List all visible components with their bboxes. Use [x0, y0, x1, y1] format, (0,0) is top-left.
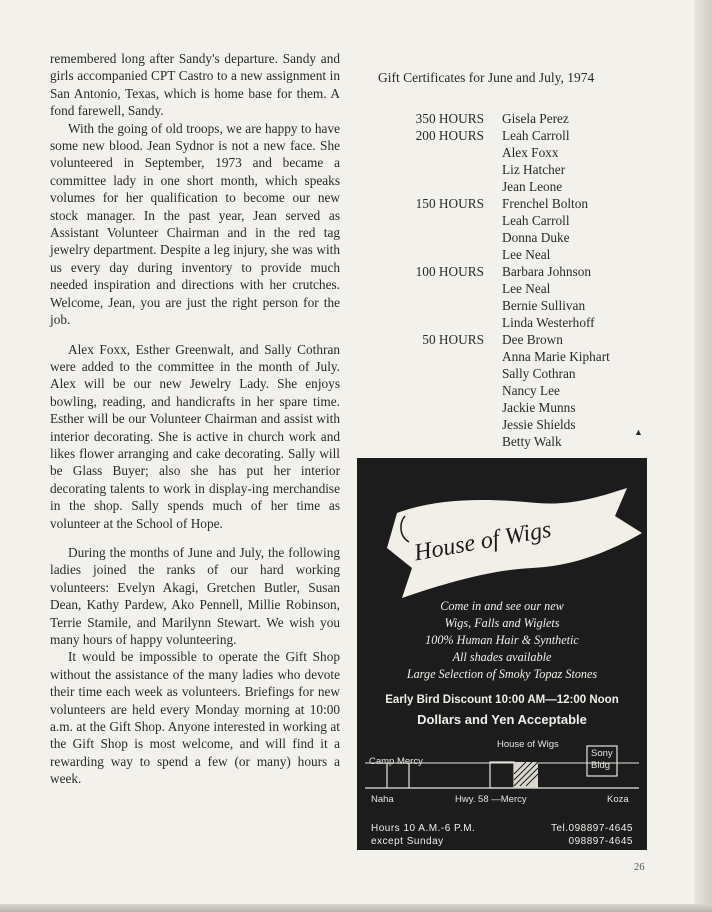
- gift-group: [378, 127, 658, 195]
- gift-recipient: Jackie Munns: [502, 400, 576, 415]
- page-number: 26: [634, 862, 645, 873]
- gift-recipient: Anna Marie Kiphart: [502, 349, 610, 364]
- gift-group: [378, 263, 658, 331]
- map-hwy-label: Hwy. 58 —Mercy: [455, 794, 527, 805]
- gift-recipient: Leah Carroll: [502, 128, 570, 143]
- gift-recipient: Betty Walk: [502, 434, 562, 449]
- gift-hours: 50 HOURS: [422, 332, 484, 347]
- map-bldg-label: Bldg: [591, 760, 611, 771]
- article-column: [50, 50, 340, 788]
- page-bottom-edge: [0, 904, 712, 912]
- gift-hours: 150 HOURS: [415, 196, 484, 211]
- ad-tagline: Large Selection of Smoky Topaz Stones: [406, 667, 598, 681]
- ribbon-banner: [357, 458, 647, 618]
- gift-recipient: Donna Duke: [502, 230, 570, 245]
- gift-recipient: Leah Carroll: [502, 213, 570, 228]
- ad-telephone: Tel.098897-4645: [550, 823, 633, 834]
- ad-banner-title: House of Wigs: [412, 516, 554, 567]
- gift-recipient: Lee Neal: [502, 247, 551, 262]
- gift-recipient: Bernie Sullivan: [502, 298, 586, 313]
- ad-telephone-alt: 098897-4645: [568, 836, 633, 847]
- ad-hours: Hours 10 A.M.-6 P.M.: [371, 823, 476, 834]
- gift-recipient: Barbara Johnson: [502, 264, 591, 279]
- gift-group: [378, 110, 658, 127]
- map-sony-label: Sony: [591, 748, 613, 759]
- gift-recipient: Nancy Lee: [502, 383, 560, 398]
- gift-certificates-title: Gift Certificates for June and July, 1974: [378, 70, 595, 85]
- map-camp-label: Camp Mercy: [369, 756, 423, 767]
- gift-recipient: Linda Westerhoff: [502, 315, 595, 330]
- gift-hours: 100 HOURS: [415, 264, 484, 279]
- map-koza-label: Koza: [607, 794, 629, 805]
- gift-recipient: Dee Brown: [502, 332, 563, 347]
- gift-recipient: Gisela Perez: [502, 111, 569, 126]
- gift-group: [378, 195, 658, 263]
- end-of-article-mark: ▲: [634, 427, 643, 437]
- gift-recipient: Alex Foxx: [502, 145, 559, 160]
- map-shop-label: House of Wigs: [497, 739, 559, 750]
- gift-recipient: Frenchel Bolton: [502, 196, 589, 211]
- ad-early-bird: Early Bird Discount 10:00 AM—12:00 Noon: [385, 694, 619, 706]
- gift-recipient: Jean Leone: [502, 179, 563, 194]
- gift-hours: 350 HOURS: [415, 111, 484, 126]
- gift-recipient: Jessie Shields: [502, 417, 576, 432]
- gift-group: [378, 331, 658, 450]
- article-paragraph: During the months of June and July, the following ladies joined the ranks of our hard working volunteers: Evelyn Akagi, Gretchen Butler, Susan Dean, Kathy Pardew, Ako Pennell, Millie Robinson, Terrie Stamile, and Marilynn Stewart. We wish you many hours of happy volunteering.: [50, 544, 340, 647]
- map-naha-label: Naha: [371, 794, 394, 805]
- ad-hours-note: except Sunday: [371, 836, 444, 847]
- ad-currency: Dollars and Yen Acceptable: [417, 712, 587, 727]
- gift-hours: 200 HOURS: [415, 128, 484, 143]
- ad-tagline: Wigs, Falls and Wiglets: [444, 616, 560, 630]
- article-paragraph: remembered long after Sandy's departure. Sandy and girls accompanied CPT Castro to a new assignment in San Antonio, Texas, which is home base for them. A fond farewell, Sandy.: [50, 51, 340, 119]
- gift-recipient: Lee Neal: [502, 281, 551, 296]
- house-of-wigs-ad: [357, 458, 647, 850]
- gift-recipient: Sally Cothran: [502, 366, 576, 381]
- gift-recipient: Liz Hatcher: [502, 162, 566, 177]
- page-edge: [694, 0, 712, 912]
- article-paragraph: It would be impossible to operate the Gift Shop without the assistance of the many ladies who devote their time each week as volunteers. Briefings for new volunteers are held every Monday morning at 10:00 a.m. at the Gift Shop. Anyone interested in working at the Gift Shop is most welcome, and will find it a rewarding way to spend a few (or many) hours a week.: [50, 649, 340, 787]
- ad-tagline: Come in and see our new: [440, 599, 564, 613]
- article-paragraph: With the going of old troops, we are happy to have some new blood. Jean Sydnor is not a new face. She volunteered in September, 1973 and became a committee lady in one short month, which speaks volumes for her qualification to become our new stock manager. In the past year, Jean served as Assistant Volunteer Chairman and in the red tag jewelry department. Despite a leg injury, she was with us every day during inventory to provide much needed inspiration and directions with her crutches. Welcome, Jean, you are just the right person for the job.: [50, 120, 340, 328]
- gift-certificates-list: [378, 110, 658, 450]
- ad-tagline: 100% Human Hair & Synthetic: [425, 633, 579, 647]
- ad-tagline: All shades available: [452, 650, 552, 664]
- article-paragraph: Alex Foxx, Esther Greenwalt, and Sally Cothran were added to the committee in the month of July. Alex will be our new Jewelry Lady. She enjoys bowling, reading, and handicrafts in her spare time. Esther will be our Volunteer Chairman and assist with interior decorating. She is active in church work and likes flower arranging and cake decorating. Sally will be Glass Buyer; also she has put her interior decorating talents to work in display-ing merchandise in the shop. Sally spends much of her time as volunteer at the School of Hope.: [50, 341, 340, 531]
